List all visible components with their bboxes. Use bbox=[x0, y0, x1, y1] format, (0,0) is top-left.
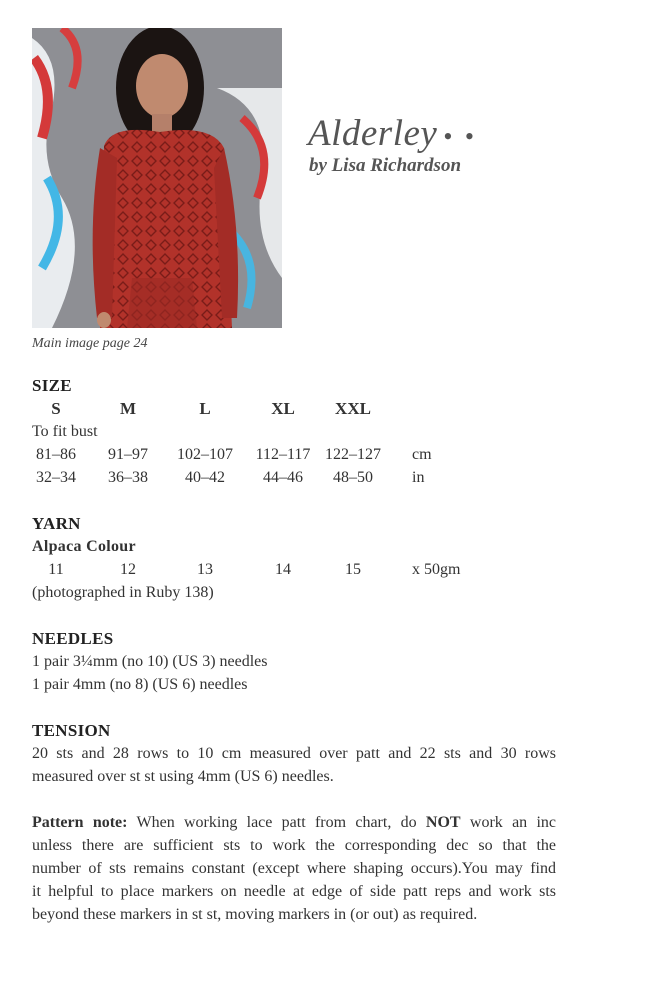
needle-item: 1 pair 3¼mm (no 10) (US 3) needles bbox=[32, 653, 268, 670]
size-cm-value: 81–86 bbox=[36, 446, 76, 463]
size-in-value: 32–34 bbox=[36, 469, 76, 486]
size-cm-value: 112–117 bbox=[255, 446, 311, 463]
yarn-ball-count: 14 bbox=[275, 561, 291, 578]
pattern-title bbox=[308, 112, 477, 155]
size-in-value: 44–46 bbox=[263, 469, 303, 486]
yarn-heading: YARN bbox=[32, 514, 81, 533]
size-label: M bbox=[119, 399, 137, 418]
tension-line: measured over st st using 4mm (US 6) needles. bbox=[32, 768, 334, 785]
size-label: XXL bbox=[335, 399, 371, 418]
size-label: L bbox=[199, 399, 211, 418]
yarn-ball-count: 13 bbox=[197, 561, 213, 578]
photo-caption: Main image page 24 bbox=[32, 336, 148, 351]
pattern-note-line bbox=[32, 811, 556, 834]
needles-heading: NEEDLES bbox=[32, 629, 114, 648]
yarn-unit: x 50gm bbox=[412, 561, 461, 578]
yarn-ball-count: 12 bbox=[120, 561, 136, 578]
size-in-value: 36–38 bbox=[108, 469, 148, 486]
main-photo bbox=[32, 28, 282, 328]
pattern-note-emphasis: NOT bbox=[425, 814, 461, 831]
yarn-ball-count: 11 bbox=[48, 561, 64, 578]
pattern-body bbox=[32, 374, 556, 926]
pattern-note-label: Pattern note: bbox=[32, 814, 128, 831]
size-cm-unit: cm bbox=[412, 446, 432, 463]
pattern-note-text: work an inc bbox=[469, 814, 556, 831]
pattern-note-line: unless there are sufficient sts to work the corresponding dec so that the bbox=[32, 837, 556, 854]
tension-heading: TENSION bbox=[32, 721, 111, 740]
size-cm-row bbox=[32, 443, 556, 466]
yarn-name: Alpaca Colour bbox=[32, 538, 136, 555]
size-label: S bbox=[51, 399, 61, 418]
size-in-row bbox=[32, 466, 556, 489]
size-label: XL bbox=[271, 399, 295, 418]
difficulty-dots: • • bbox=[443, 121, 478, 151]
pattern-note-line: number of sts remains constant (except where shaping occurs).You may find bbox=[32, 860, 556, 877]
size-in-unit: in bbox=[412, 469, 425, 486]
size-cm-value: 102–107 bbox=[177, 446, 233, 463]
yarn-note: (photographed in Ruby 138) bbox=[32, 584, 214, 601]
pattern-note-text: When working lace patt from chart, do bbox=[136, 814, 417, 831]
needle-item: 1 pair 4mm (no 8) (US 6) needles bbox=[32, 676, 248, 693]
designer-byline: by Lisa Richardson bbox=[309, 155, 462, 176]
size-labels-row bbox=[32, 397, 556, 420]
size-in-value: 48–50 bbox=[333, 469, 373, 486]
tension-text bbox=[32, 742, 556, 788]
size-heading: SIZE bbox=[32, 376, 72, 395]
size-cm-value: 91–97 bbox=[108, 446, 148, 463]
size-in-value: 40–42 bbox=[185, 469, 225, 486]
title-text: Alderley bbox=[308, 113, 438, 154]
fit-bust-label: To fit bust bbox=[32, 423, 98, 440]
size-cm-value: 122–127 bbox=[325, 446, 381, 463]
pattern-note bbox=[32, 811, 556, 926]
yarn-ball-count: 15 bbox=[345, 561, 361, 578]
pattern-note-line: beyond these markers in st st, moving markers in (or out) as required. bbox=[32, 906, 478, 923]
yarn-balls-row bbox=[32, 558, 556, 581]
pattern-note-line: it helpful to place markers on needle at edge of side patt reps and work sts bbox=[32, 883, 556, 900]
tension-line: 20 sts and 28 rows to 10 cm measured over patt and 22 sts and 30 rows bbox=[32, 745, 556, 762]
